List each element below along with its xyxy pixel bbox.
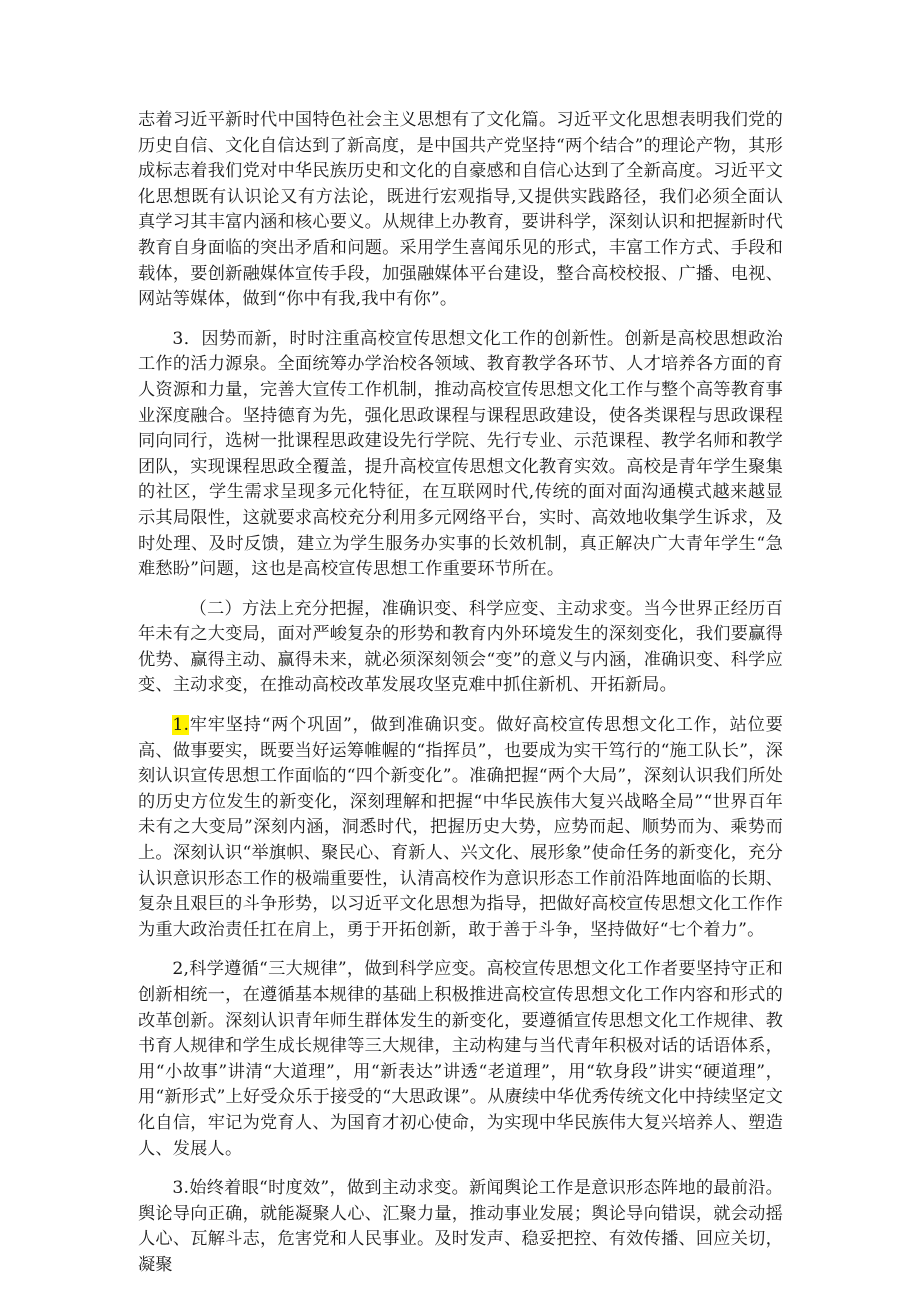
paragraph-method-section	[138, 597, 783, 699]
paragraph-timeliness	[138, 1176, 783, 1278]
paragraph-text: （二）方法上充分把握，准确识变、科学应变、主动求变。当今世界正经历百年未有之大变局，面对严峻复杂的形势和教育内外环境发生的深刻变化，我们要赢得优势、赢得主动、赢得未来，就必须深刻领会“变”的意义与内涵，准确识变、科学应变、主动求变，在推动高校改革发展攻坚克难中抓住新机、开拓新局。	[138, 598, 783, 696]
paragraph-text: 3.始终着眼“时度效”，做到主动求变。新闻舆论工作是意识形态阵地的最前沿。舆论导向正确，就能凝聚人心、汇聚力量，推动事业发展；舆论导向错误，就会动摇人心、瓦解斗志，危害党和人民事业。及时发声、稳妥把控、有效传播、回应关切，凝聚	[138, 1178, 783, 1275]
paragraph-text: 牢牢坚持“两个巩固”，做到准确识变。做好高校宣传思想文化工作，站位要高、做事要实，既要当好运筹帷幄的“指挥员”，也要成为实干笃行的“施工队长”，深刻认识宣传思想工作面临的“四个新变化”。准确把握“两个大局”，深刻认识我们所处的历史方位发生的新变化，深刻理解和把握“中华民族伟大复兴战略全局”“世界百年未有之大变局”深刻内涵，洞悉时代，把握历史大势，应势而起、顺势而为、乘势而上。深刻认识“举旗帜、聚民心、育新人、兴文化、展形象”使命任务的新变化，充分认识意识形态工作的极端重要性，认清高校作为意识形态工作前沿阵地面临的长期、复杂且艰巨的斗争形势，以习近平文化思想为指导，把做好高校宣传思想文化工作作为重大政治责任扛在肩上，勇于开拓创新，敢于善于斗争，坚持做好“七个着力”。	[138, 715, 783, 940]
highlighted-list-marker: 1.	[172, 715, 190, 736]
paragraph-text: 3．因势而新，时时注重高校宣传思想文化工作的创新性。创新是高校思想政治工作的活力源泉。全面统筹办学治校各领域、教育教学各环节、人才培养各方面的育人资源和力量，完善大宣传工作机制，推动高校宣传思想文化工作与整个高等教育事业深度融合。坚持德育为先，强化思政课程与课程思政建设，使各类课程与思政课程同向同行，选树一批课程思政建设先行学院、先行专业、示范课程、教学名师和教学团队，实现课程思政全覆盖，提升高校宣传思想文化教育实效。高校是青年学生聚集的社区，学生需求呈现多元化特征，在互联网时代,传统的面对面沟通模式越来越显示其局限性，这就要求高校充分利用多元网络平台，实时、高效地收集学生诉求，及时处理、及时反馈，建立为学生服务办实事的长效机制，真正解决广大青年学生“急难愁盼”问题，这也是高校宣传思想工作重要环节所在。	[138, 328, 783, 580]
paragraph-text: 2,科学遵循“三大规律”，做到科学应变。高校宣传思想文化工作者要坚持守正和创新相统一，在遵循基本规律的基础上积极推进高校宣传思想文化工作内容和形式的改革创新。深刻认识青年师生群体发生的新变化，要遵循宣传思想文化工作规律、教书育人规律和学生成长规律等三大规律，主动构建与当代青年积极对话的话语体系，用“小故事”讲清“大道理”，用“新表达”讲透“老道理”，用“软身段”讲实“硬道理”，用“新形式”上好受众乐于接受的“大思政课”。从赓续中华优秀传统文化中持续坚定文化自信，牢记为党育人、为国育才初心使命，为实现中华民族伟大复兴培养人、塑造人、发展人。	[138, 959, 783, 1159]
paragraph-two-consolidations	[138, 713, 783, 943]
paragraph-three-laws	[138, 957, 783, 1162]
paragraph-text: 志着习近平新时代中国特色社会主义思想有了文化篇。习近平文化思想表明我们党的历史自信、文化自信达到了新高度，是中国共产党坚持“两个结合”的理论产物，其形成标志着我们党对中华民族历史和文化的自豪感和自信心达到了全新高度。习近平文化思想既有认识论又有方法论，既进行宏观指导,又提供实践路径，我们必须全面认真学习其丰富内涵和核心要义。从规律上办教育，要讲科学，深刻认识和把握新时代教育自身面临的突出矛盾和问题。采用学生喜闻乐见的形式，丰富工作方式、手段和载体，要创新融媒体宣传手段，加强融媒体平台建设，整合高校校报、广播、电视、网站等媒体，做到“你中有我,我中有你”。	[138, 110, 783, 310]
document-page	[138, 108, 783, 1293]
paragraph-culture-thought	[138, 108, 783, 313]
paragraph-innovation	[138, 327, 783, 583]
